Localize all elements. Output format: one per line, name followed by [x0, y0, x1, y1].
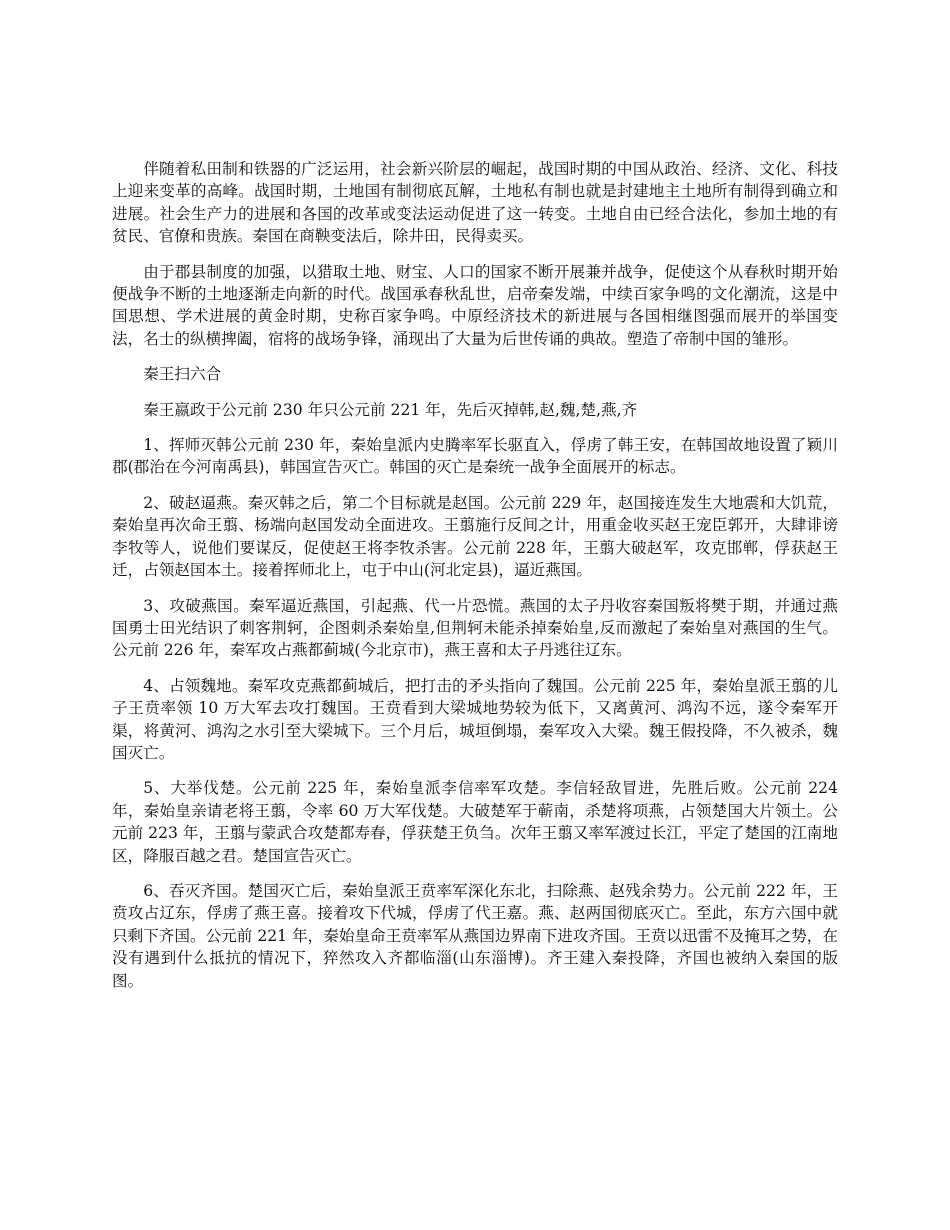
paragraph-conquer-chu: 5、大举伐楚。公元前 225 年，秦始皇派李信率军攻楚。李信轻敌冒进，先胜后败。公元前 224 年，秦始皇亲请老将王翦，令率 60 万大军伐楚。大破楚军于蕲南，杀楚将项燕，占领楚国大片领土。公元前 223 年，王翦与蒙武合攻楚都寿春，俘获楚王负刍。次年王翦又率军渡过长江，平定了楚国的江南地区，降服百越之君。楚国宣告灭亡。 [112, 779, 838, 865]
section-heading: 秦王扫六合 [143, 365, 222, 384]
paragraph-warring-states: 由于郡县制度的加强，以猎取土地、财宝、人口的国家不断开展兼并战争，促使这个从春秋时期开始便战争不断的土地逐渐走向新的时代。战国承春秋乱世，启帝秦发端，中续百家争鸣的文化潮流，这是中国思想、学术进展的黄金时期，史称百家争鸣。中原经济技术的新进展与各国相继图强而展开的举国变法，名士的纵横捭阖，宿将的战场争锋，涌现出了大量为后世传诵的典故。塑造了帝制中国的雏形。 [112, 262, 838, 348]
paragraph-land-reform: 伴随着私田制和铁器的广泛运用，社会新兴阶层的崛起，战国时期的中国从政治、经济、文化、科技上迎来变革的高峰。战国时期，土地国有制彻底瓦解，土地私有制也就是封建地主土地所有制得到确立和进展。社会生产力的进展和各国的改革或变法运动促进了这一转变。土地自由已经合法化，参加土地的有贫民、官僚和贵族。秦国在商鞅变法后，除井田，民得卖买。 [112, 160, 838, 246]
paragraph-conquer-wei: 4、占领魏地。秦军攻克燕都蓟城后，把打击的矛头指向了魏国。公元前 225 年，秦始皇派王翦的儿子王贲率领 10 万大军去攻打魏国。王贲看到大梁城地势较为低下，又离黄河、鸿沟不远，遂令秦军开渠，将黄河、鸿沟之水引至大梁城下。三个月后，城垣倒塌，秦军攻入大梁。魏王假投降，不久被杀，魏国灭亡。 [112, 676, 838, 762]
document-body [112, 158, 838, 1005]
paragraph-summary: 秦王嬴政于公元前 230 年只公元前 221 年，先后灭掉韩,赵,魏,楚,燕,齐 [143, 400, 638, 419]
paragraph-conquer-qi: 6、吞灭齐国。楚国灭亡后，秦始皇派王贲率军深化东北，扫除燕、赵残余势力。公元前 222 年，王贲攻占辽东，俘虏了燕王喜。接着攻下代城，俘虏了代王嘉。燕、赵两国彻底灭亡。至此，东方六国中就只剩下齐国。公元前 221 年，秦始皇命王贲率军从燕国边界南下进攻齐国。王贲以迅雷不及掩耳之势，在没有遇到什么抵抗的情况下，猝然攻入齐都临淄(山东淄博)。齐王建入秦投降，齐国也被纳入秦国的版图。 [112, 881, 838, 990]
paragraph-conquer-han: 1、挥师灭韩公元前 230 年，秦始皇派内史腾率军长驱直入，俘虏了韩王安，在韩国故地设置了颖川郡(郡治在今河南禹县)，韩国宣告灭亡。韩国的灭亡是秦统一战争全面展开的标志。 [112, 436, 838, 477]
paragraph-conquer-yan: 3、攻破燕国。秦军逼近燕国，引起燕、代一片恐慌。燕国的太子丹收容秦国叛将樊于期，并通过燕国勇士田光结识了刺客荆轲，企图刺杀秦始皇,但荆轲未能杀掉秦始皇,反而激起了秦始皇对燕国的生气。公元前 226 年，秦军攻占燕都蓟城(今北京市)，燕王喜和太子丹逃往辽东。 [112, 596, 838, 660]
paragraph-conquer-zhao: 2、破赵逼燕。秦灭韩之后，第二个目标就是赵国。公元前 229 年，赵国接连发生大地震和大饥荒，秦始皇再次命王翦、杨端向赵国发动全面进攻。王翦施行反间之计，用重金收买赵王宠臣郭开，大肆诽谤李牧等人，说他们要谋反，促使赵王将李牧杀害。公元前 228 年，王翦大破赵军，攻克邯郸，俘获赵王迁，占领赵国本土。接着挥师北上，屯于中山(河北定县)，逼近燕国。 [112, 493, 838, 580]
